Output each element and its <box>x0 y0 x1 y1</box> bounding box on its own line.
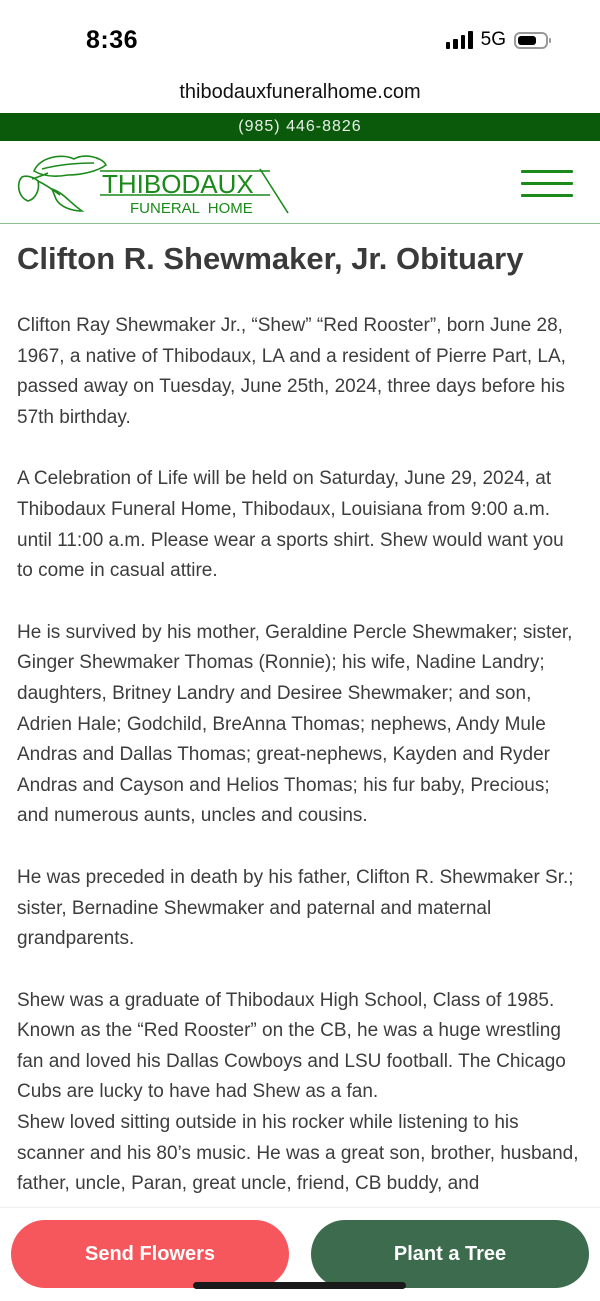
obituary-paragraph: He is survived by his mother, Geraldine Percle Shewmaker; sister, Ginger Shewmaker Thomas (Ronnie); his wife, Nadine Landry; daughters, Britney Landry and Desiree Shewmaker; and son, Adrien Hale; Godchild, BreAnna Thomas; nephews, Andy Mule Andras and Dallas Thomas; great-nephews, Kayden and Ryder Andras and Cayson and Helios Thomas; his fur baby, Precious; and numerous aunts, uncles and cousins. <box>17 621 573 827</box>
status-indicators <box>446 29 548 51</box>
obituary-content <box>17 224 583 1209</box>
obituary-paragraph: Shew loved sitting outside in his rocker while listening to his scanner and his 80’s music. He was a great son, brother, husband, father, uncle, Paran, great uncle, friend, CB buddy, and <box>17 1112 579 1195</box>
leaf-logo-icon <box>12 149 292 219</box>
home-indicator[interactable] <box>193 1282 406 1289</box>
logo[interactable] <box>12 149 292 219</box>
site-header <box>0 141 600 224</box>
page-title: Clifton R. Shewmaker, Jr. Obituary <box>17 241 524 276</box>
status-bar <box>0 0 600 80</box>
network-type: 5G <box>480 29 506 50</box>
status-time: 8:36 <box>86 26 139 54</box>
browser-url[interactable]: thibodauxfuneralhome.com <box>179 81 421 103</box>
logo-title: THIBODAUX <box>102 169 254 199</box>
send-flowers-button[interactable]: Send Flowers <box>11 1220 289 1288</box>
obituary-paragraph: A Celebration of Life will be held on Saturday, June 29, 2024, at Thibodaux Funeral Home, Thibodaux, Louisiana from 9:00 a.m. until 11:00 a.m. Please wear a sports shirt. Shew would want you to come in casual attire. <box>17 468 564 582</box>
obituary-paragraph: Clifton Ray Shewmaker Jr., “Shew” “Red Rooster”, born June 28, 1967, a native of Thibodaux, LA and a resident of Pierre Part, LA, passed away on Tuesday, June 25th, 2024, three days before his 57th birthday. <box>17 315 566 428</box>
obituary-paragraph: He was preceded in death by his father, Clifton R. Shewmaker Sr.; sister, Bernadine Shewmaker and paternal and maternal grandparents. <box>17 866 574 950</box>
signal-icon <box>446 31 473 49</box>
phone-number-link[interactable]: (985) 446-8826 <box>0 113 600 141</box>
hamburger-menu-icon[interactable] <box>521 170 573 198</box>
plant-a-tree-button[interactable]: Plant a Tree <box>311 1220 589 1288</box>
obituary-paragraph: Shew was a graduate of Thibodaux High School, Class of 1985. Known as the “Red Rooster” on the CB, he was a huge wrestling fan and loved his Dallas Cowboys and LSU football. The Chicago Cubs are lucky to have had Shew as a fan. <box>17 989 566 1103</box>
battery-icon <box>514 32 548 49</box>
logo-subtitle: FUNERAL HOME <box>130 200 253 217</box>
